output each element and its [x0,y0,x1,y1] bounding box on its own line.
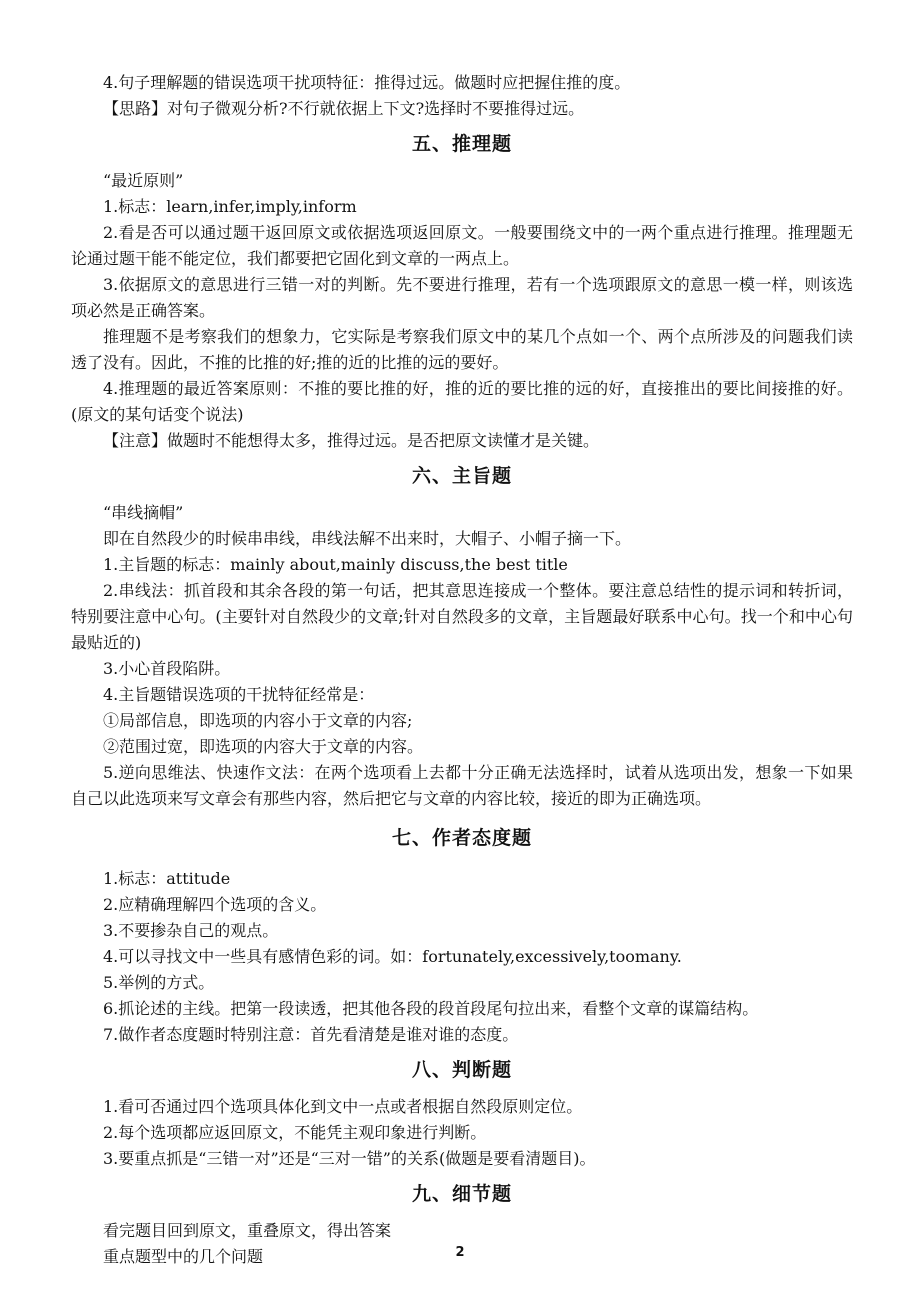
paragraph: 4.主旨题错误选项的干扰特征经常是： [103,685,375,704]
paragraph: 3.要重点抓是“三错一对”还是“三对一错”的关系(做题是要看清题目)。 [103,1149,596,1168]
paragraph: 1.看可否通过四个选项具体化到文中一点或者根据自然段原则定位。 [103,1097,583,1116]
paragraph: 5.逆向思维法、快速作文法：在两个选项看上去都十分正确无法选择时，试着从选项出发，想象一下如果自己以此选项来写文章会有那些内容，然后把它与文章的内容比较，接近的即为正确选项。 [71,763,853,808]
paragraph: 6.抓论述的主线。把第一段读透，把其他各段的段首段尾句拉出来，看整个文章的谋篇结构。 [103,999,759,1018]
section-heading-detail: 九、细节题 [411,1183,512,1205]
paragraph: 3.不要掺杂自己的观点。 [103,921,279,940]
paragraph: 2.每个选项都应返回原文，不能凭主观印象进行判断。 [103,1123,487,1142]
paragraph: 2.串线法：抓首段和其余各段的第一句话，把其意思连接成一个整体。要注意总结性的提示词和转折词，特别要注意中心句。(主要针对自然段少的文章;针对自然段多的文章，主旨题最好联系中心句。找一个和中心句最贴近的) [71,581,853,652]
paragraph: 看完题目回到原文，重叠原文，得出答案 [103,1221,392,1240]
section-heading-author-attitude: 七、作者态度题 [391,827,532,849]
section-heading-main-idea: 六、主旨题 [411,465,512,487]
paragraph: “最近原则” [103,171,184,190]
paragraph: 4.句子理解题的错误选项干扰项特征：推得过远。做题时应把握住推的度。 [103,73,631,92]
paragraph: 推理题不是考察我们的想象力，它实际是考察我们原文中的某几个点如一个、两个点所涉及的问题我们读透了没有。因此，不推的比推的好;推的近的比推的远的要好。 [71,327,853,372]
page-number: 2 [455,1245,465,1260]
paragraph: 【思路】对句子微观分析?不行就依据上下文?选择时不要推得过远。 [103,99,585,118]
page-content [71,70,853,1270]
paragraph: ②范围过宽，即选项的内容大于文章的内容。 [103,737,424,756]
paragraph: 1.标志：learn,infer,imply,inform [103,197,357,216]
paragraph: 4.可以寻找文中一些具有感情色彩的词。如：fortunately,excessively,toomany. [103,947,682,966]
paragraph: 重点题型中的几个问题 [103,1247,264,1266]
section-heading-judgment: 八、判断题 [411,1059,512,1081]
paragraph: ①局部信息，即选项的内容小于文章的内容; [103,711,413,730]
paragraph: “串线摘帽” [103,503,184,522]
paragraph: 1.主旨题的标志：mainly about,mainly discuss,the best title [103,555,568,574]
paragraph: 7.做作者态度题时特别注意：首先看清楚是谁对谁的态度。 [103,1025,519,1044]
paragraph: 1.标志：attitude [103,869,231,888]
section-heading-inference: 五、推理题 [411,133,512,155]
paragraph: 即在自然段少的时候串串线，串线法解不出来时，大帽子、小帽子摘一下。 [103,529,632,548]
paragraph: 【注意】做题时不能想得太多，推得过远。是否把原文读懂才是关键。 [103,431,600,450]
paragraph: 5.举例的方式。 [103,973,215,992]
paragraph: 2.应精确理解四个选项的含义。 [103,895,327,914]
paragraph: 2.看是否可以通过题干返回原文或依据选项返回原文。一般要围绕文中的一两个重点进行推理。推理题无论通过题干能不能定位，我们都要把它固化到文章的一两点上。 [71,223,853,268]
paragraph: 3.小心首段陷阱。 [103,659,231,678]
paragraph: 3.依据原文的意思进行三错一对的判断。先不要进行推理，若有一个选项跟原文的意思一模一样，则该选项必然是正确答案。 [71,275,853,320]
paragraph: 4.推理题的最近答案原则：不推的要比推的好，推的近的要比推的远的好，直接推出的要比间接推的好。(原文的某句话变个说法) [71,379,853,424]
